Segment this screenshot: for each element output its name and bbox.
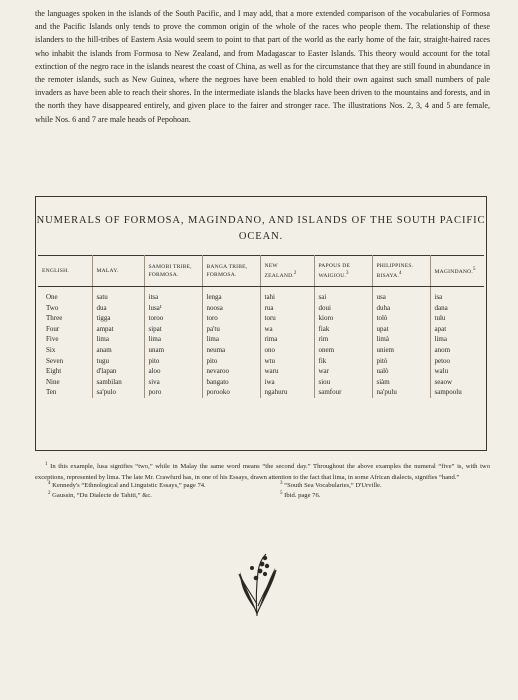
table-row: [38, 377, 484, 388]
table-cell: noosa: [202, 303, 260, 314]
table-cell: rim: [314, 334, 372, 345]
table-cell: dana: [434, 303, 448, 312]
footnote-1: $^1$ In this example, lusa signifies “two,” while in Malay the same word means “the second day.” Throughout the above examples the numeral “five” is, with two exceptions, represented by lima. The late Mr. Crawfurd has, in one of his Essays, drawn attention to the fact that lima, in some African dialects, signifies “hand.”: [35, 462, 490, 481]
numerals-table-box: [35, 196, 487, 451]
column-header: MALAY.: [92, 256, 144, 287]
body-paragraph: the languages spoken in the islands of the South Pacific, and I may add, that a more extended comparison of the vocabularies of Formosa and the Pacific Islands only tends to prove the common origin of the whole of the races who people them. The relationship of these islanders to the hill-tribes of Eastern Asia would seem to point to that part of the world as the early home of the fair, straight-haired races who inhabit the islands from Formosa to New Zealand, and from Madagascar to Easter Islands. This theory would account for the total extinction of the negro race in the islands nearest the coast of China, as well as for the circumstance that they are still found in abundance in the remoter islands, such as New Guinea, where the negroes have been enabled to hold their own against such small numbers of pale invaders as have been able to reach their shores. In the intermediate islands the blacks have been driven to the mountains and forests, and in the north they have disappeared entirely, and given place to the fairer and stronger race. The illustrations Nos. 2, 3, 4 and 5 are female, while Nos. 6 and 7 are male heads of Pepohoan.: [35, 9, 490, 124]
table-cell: neuma: [202, 345, 260, 356]
table-cell: limà: [372, 334, 430, 345]
footnote-2: $^2$ Gaussin, “Du Dialecte de Tahiti,” &c.: [48, 491, 152, 499]
table-cell: aloo: [144, 366, 202, 377]
table-cell: uniem: [372, 345, 430, 356]
column-header: BANGA TRIBE, FORMOSA.: [202, 256, 260, 287]
table-cell: Seven: [38, 356, 92, 367]
table-cell: Three: [38, 313, 92, 324]
table-cell: itsa: [144, 287, 202, 303]
table-cell: dua: [92, 303, 144, 314]
table-cell: siou: [314, 377, 372, 388]
table-cell: lenga: [202, 287, 260, 303]
table-cell: isa: [434, 293, 443, 301]
table-cell: lusa¹: [144, 303, 202, 314]
table-cell: sa'pulo: [92, 387, 144, 398]
table-cell: anam: [92, 345, 144, 356]
table-cell: ono: [260, 345, 314, 356]
table-cell: iwa: [260, 377, 314, 388]
table-cell: Nine: [38, 377, 92, 388]
table-cell: pito: [202, 356, 260, 367]
table-cell: pitò: [372, 356, 430, 367]
column-header: PAPOUS DE WAIGIOU.$^3$: [314, 256, 372, 287]
lily-of-the-valley-icon: [234, 548, 280, 618]
table-cell: Six: [38, 345, 92, 356]
table-cell: usa: [372, 287, 430, 303]
table-cell: toru: [260, 313, 314, 324]
table-cell: duha: [372, 303, 430, 314]
table-cell: lima: [144, 334, 202, 345]
table-cell: kioro: [314, 313, 372, 324]
table-cell: onem: [314, 345, 372, 356]
table-cell: seaow: [434, 377, 452, 386]
table-cell: poro: [144, 387, 202, 398]
table-cell: satu: [92, 287, 144, 303]
table-cell: sipat: [144, 324, 202, 335]
table-row: [38, 313, 484, 324]
table-cell: samfour: [314, 387, 372, 398]
table-cell: unam: [144, 345, 202, 356]
table-cell: tugu: [92, 356, 144, 367]
table-cell: war: [314, 366, 372, 377]
table-cell: sambilan: [92, 377, 144, 388]
column-header: PHILIPPINES. BISAYA.$^4$: [372, 256, 430, 287]
table-cell: na'pulu: [372, 387, 430, 398]
table-cell: lima: [92, 334, 144, 345]
column-header: ENGLISH.: [38, 256, 92, 287]
table-cell: upat: [372, 324, 430, 335]
table-row: [38, 324, 484, 335]
table-cell: nevaroo: [202, 366, 260, 377]
column-header: MAGINDANO.$^5$: [430, 256, 484, 287]
table-cell: anom: [434, 345, 451, 354]
table-cell: sampoolu: [434, 388, 462, 397]
table-cell: fiak: [314, 324, 372, 335]
table-cell: doui: [314, 303, 372, 314]
table-row: [38, 303, 484, 314]
table-cell: d'lapan: [92, 366, 144, 377]
table-cell: wa: [260, 324, 314, 335]
table-cell: rua: [260, 303, 314, 314]
table-cell: lima: [202, 334, 260, 345]
table-cell: wtu: [260, 356, 314, 367]
column-header: SAMOBI TRIBE, FORMOSA.: [144, 256, 202, 287]
table-cell: tolò: [372, 313, 430, 324]
table-body: [38, 287, 484, 398]
table-cell: toroo: [144, 313, 202, 324]
table-cell: tigga: [92, 313, 144, 324]
table-cell: waru: [260, 366, 314, 377]
footnote-3: $^3$ “South Sea Vocabularies,” D'Urville.: [280, 481, 382, 489]
table-cell: rima: [260, 334, 314, 345]
table-row: [38, 356, 484, 367]
table-cell: porooko: [202, 387, 260, 398]
table-row: [38, 366, 484, 377]
table-cell: petoo: [434, 356, 451, 365]
table-cell: siva: [144, 377, 202, 388]
footnote-4: $^4$ Kennedy's “Ethnological and Linguistic Essays,” page 74.: [48, 481, 206, 489]
table-cell: pito: [144, 356, 202, 367]
table-cell: Five: [38, 334, 92, 345]
table-cell: siàm: [372, 377, 430, 388]
table-cell: Two: [38, 303, 92, 314]
column-header: NEW ZEALAND.$^2$: [260, 256, 314, 287]
table-cell: sai: [314, 287, 372, 303]
table-cell: Ten: [38, 387, 92, 398]
table-row: [38, 387, 484, 398]
table-cell: lima: [434, 335, 447, 344]
table-cell: toro: [202, 313, 260, 324]
table-cell: ngahuru: [260, 387, 314, 398]
table-cell: Eight: [38, 366, 92, 377]
table-row: [38, 287, 484, 303]
table-cell: tulu: [434, 314, 446, 323]
table-cell: bangato: [202, 377, 260, 388]
table-cell: Four: [38, 324, 92, 335]
table-cell: ualò: [372, 366, 430, 377]
table-cell: walu: [434, 367, 449, 376]
table-header-row: [38, 256, 484, 287]
table-cell: fik: [314, 356, 372, 367]
numerals-table: [38, 255, 484, 398]
table-cell: One: [38, 287, 92, 303]
table-cell: ampat: [92, 324, 144, 335]
table-title: NUMERALS OF FORMOSA, MAGINDANO, AND ISLANDS OF THE SOUTH PACIFIC OCEAN.: [36, 215, 486, 242]
table-row: [38, 345, 484, 356]
table-cell: tahi: [260, 287, 314, 303]
table-row: [38, 334, 484, 345]
table-cell: apat: [434, 324, 447, 333]
table-cell: pa'tu: [202, 324, 260, 335]
footnote-5: $^5$ Ibid. page 76.: [280, 491, 321, 499]
